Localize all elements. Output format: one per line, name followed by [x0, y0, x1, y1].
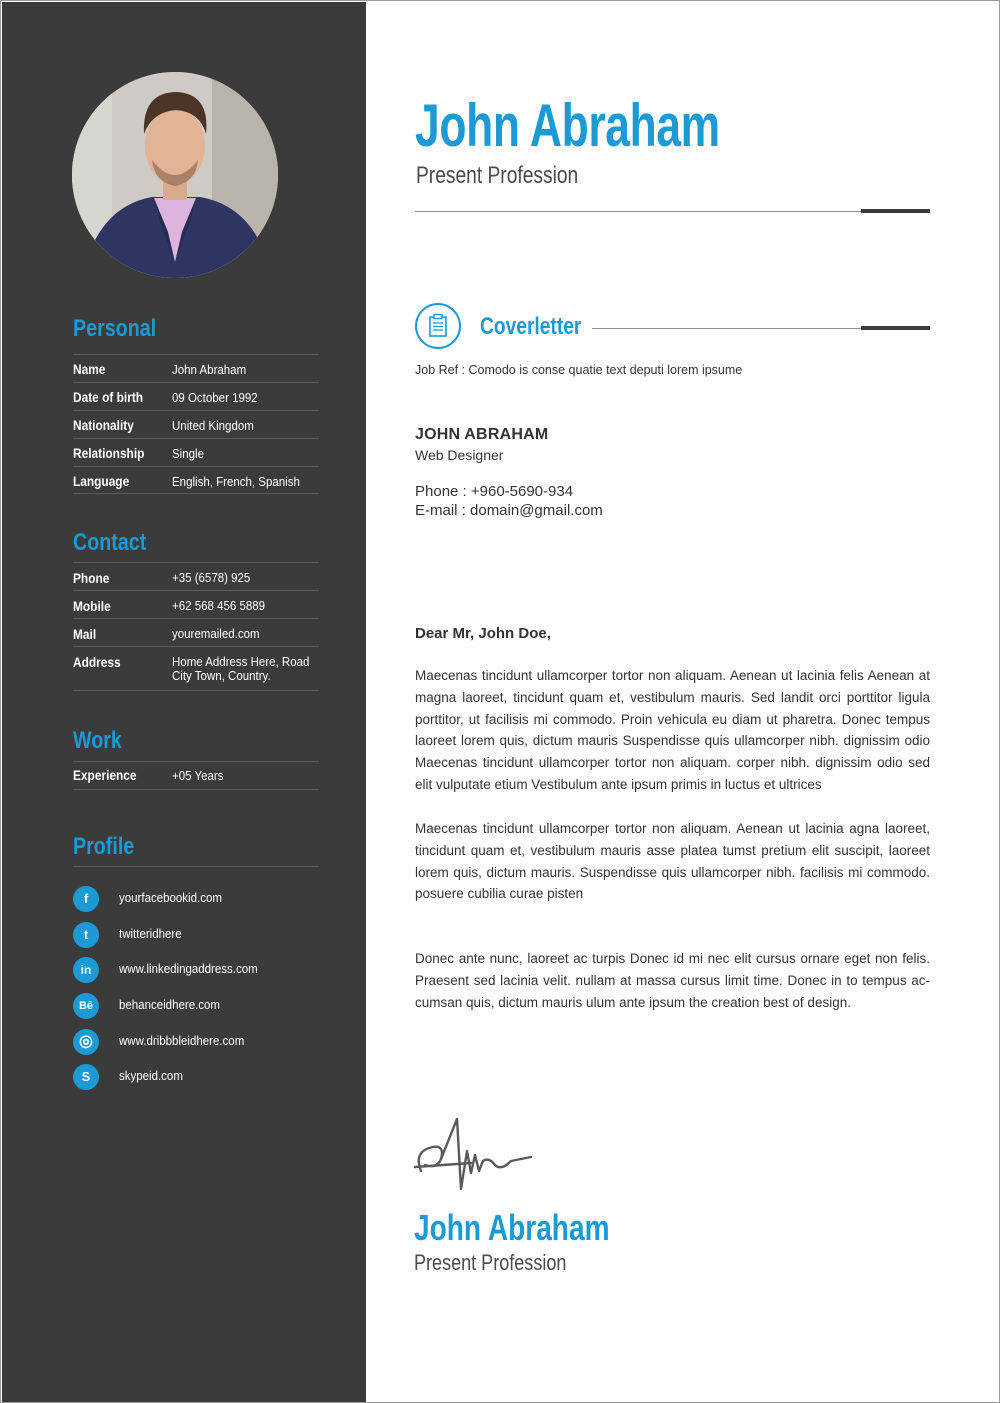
sender-phone: Phone : +960-5690-934	[415, 483, 574, 500]
letter-paragraph: Maecenas tincidunt ullamcorper tortor non aliquam. Aenean ut lacinia agna laoreet, tincidunt quam et, vestibulum mauris asse platea tumst pretium elit suscipit, laoreet lorem quis, dictum mauris. Suspendisse quis ullamcorper nibh. facilisis mi commodo. posuere cubilia curae pisten	[415, 821, 930, 902]
social-link-text[interactable]: skypeid.com	[119, 1069, 183, 1083]
coverletter-title: Coverletter	[480, 313, 582, 340]
kv-label: Name	[73, 361, 106, 377]
signature-icon	[411, 1111, 541, 1196]
contact-row-phone	[73, 562, 319, 590]
personal-section-title: Personal	[73, 315, 157, 342]
twitter-icon: t	[73, 922, 99, 948]
kv-label: Mail	[73, 626, 97, 642]
salutation: Dear Mr, John Doe,	[415, 625, 551, 642]
kv-label: Language	[73, 473, 130, 489]
person-portrait-icon	[72, 72, 278, 278]
contact-row-mail	[73, 618, 319, 646]
social-link-text[interactable]: yourfacebookid.com	[119, 891, 222, 905]
profile-divider	[73, 866, 319, 867]
personal-row-relationship	[73, 438, 319, 466]
personal-row-language	[73, 466, 319, 494]
sender-name: JOHN ABRAHAM	[415, 426, 549, 443]
job-reference: Job Ref : Comodo is conse quatie text deputi lorem ipsume	[415, 363, 743, 377]
kv-label: Mobile	[73, 598, 111, 614]
clipboard-icon	[417, 305, 459, 347]
skype-icon: S	[73, 1064, 99, 1090]
signoff-profession: Present Profession	[414, 1250, 567, 1275]
signoff-name: John Abraham	[414, 1207, 610, 1248]
coverletter-divider-accent	[861, 326, 930, 330]
work-section-title: Work	[73, 727, 122, 754]
kv-value: English, French, Spanish	[172, 475, 300, 489]
personal-row-nationality	[73, 410, 319, 438]
coverletter-icon-ring	[415, 303, 461, 349]
social-link-text[interactable]: twitteridhere	[119, 927, 182, 941]
facebook-icon: f	[73, 886, 99, 912]
kv-value: 09 October 1992	[172, 391, 258, 405]
letter-paragraph: Donec ante nunc, laoreet ac turpis Donec id mi nec elit cursus ornare eget non felis. Praesent sed lacinia velit. nullam at massa cursus limit time. Donec in to tempus ac-cumsan quis, dictum mauris ulum ante ipsum the creation best of design.	[415, 951, 930, 1010]
kv-label: Relationship	[73, 445, 145, 461]
header-divider	[415, 211, 930, 212]
kv-label: Phone	[73, 570, 110, 586]
contact-row-mobile	[73, 590, 319, 618]
kv-value: +62 568 456 5889	[172, 599, 266, 613]
kv-label: Nationality	[73, 417, 134, 433]
kv-value: youremailed.com	[172, 627, 260, 641]
kv-value: +05 Years	[172, 769, 224, 783]
kv-label: Date of birth	[73, 389, 144, 405]
header-divider-accent	[861, 209, 930, 213]
sender-email: E-mail : domain@gmail.com	[415, 502, 603, 519]
kv-value: John Abraham	[172, 363, 247, 377]
contact-section-title: Contact	[73, 529, 147, 556]
kv-value: +35 (6578) 925	[172, 571, 251, 585]
kv-label: Experience	[73, 767, 137, 783]
social-link-text[interactable]: www.dribbbleidhere.com	[119, 1034, 245, 1048]
kv-value: United Kingdom	[172, 419, 254, 433]
behance-icon: Bē	[73, 993, 99, 1019]
dribbble-icon: ◎	[73, 1029, 99, 1055]
personal-row-name	[73, 354, 319, 382]
kv-value: Single	[172, 447, 204, 461]
personal-row-dob	[73, 382, 319, 410]
profile-photo	[72, 72, 278, 278]
sender-role: Web Designer	[415, 447, 504, 463]
kv-value: Home Address Here, Road City Town, Country.	[172, 655, 310, 683]
header-profession: Present Profession	[416, 162, 579, 189]
letter-paragraph: Maecenas tincidunt ullamcorper tortor non aliquam. Aenean ut lacinia felis Aenean at magna laoreet, tincidunt quam et, vestibulum mauris. Sed landit orci porttitor ligula porttitor, ut facilisis mi commodo. Proin vehicula eu diam ut pharetra. Donec tempus laoreet lorem quis, dictum mauris Suspendisse quis ullamcorper nibh. dignissim odio Maecenas tincidunt ullamcorper tortor non aliquam. corper nibh. dignissim odio sed elit vulputate etium Vestibulum ante ipsum primis in luctus et ultrices	[415, 668, 930, 792]
social-link-text[interactable]: www.linkedingaddress.com	[119, 962, 258, 976]
work-row-experience	[73, 761, 319, 790]
contact-row-address	[73, 646, 319, 691]
linkedin-icon: in	[73, 957, 99, 983]
header-name: John Abraham	[415, 92, 720, 159]
profile-section-title: Profile	[73, 833, 135, 860]
kv-label: Address	[73, 654, 121, 670]
social-link-text[interactable]: behanceidhere.com	[119, 998, 221, 1012]
